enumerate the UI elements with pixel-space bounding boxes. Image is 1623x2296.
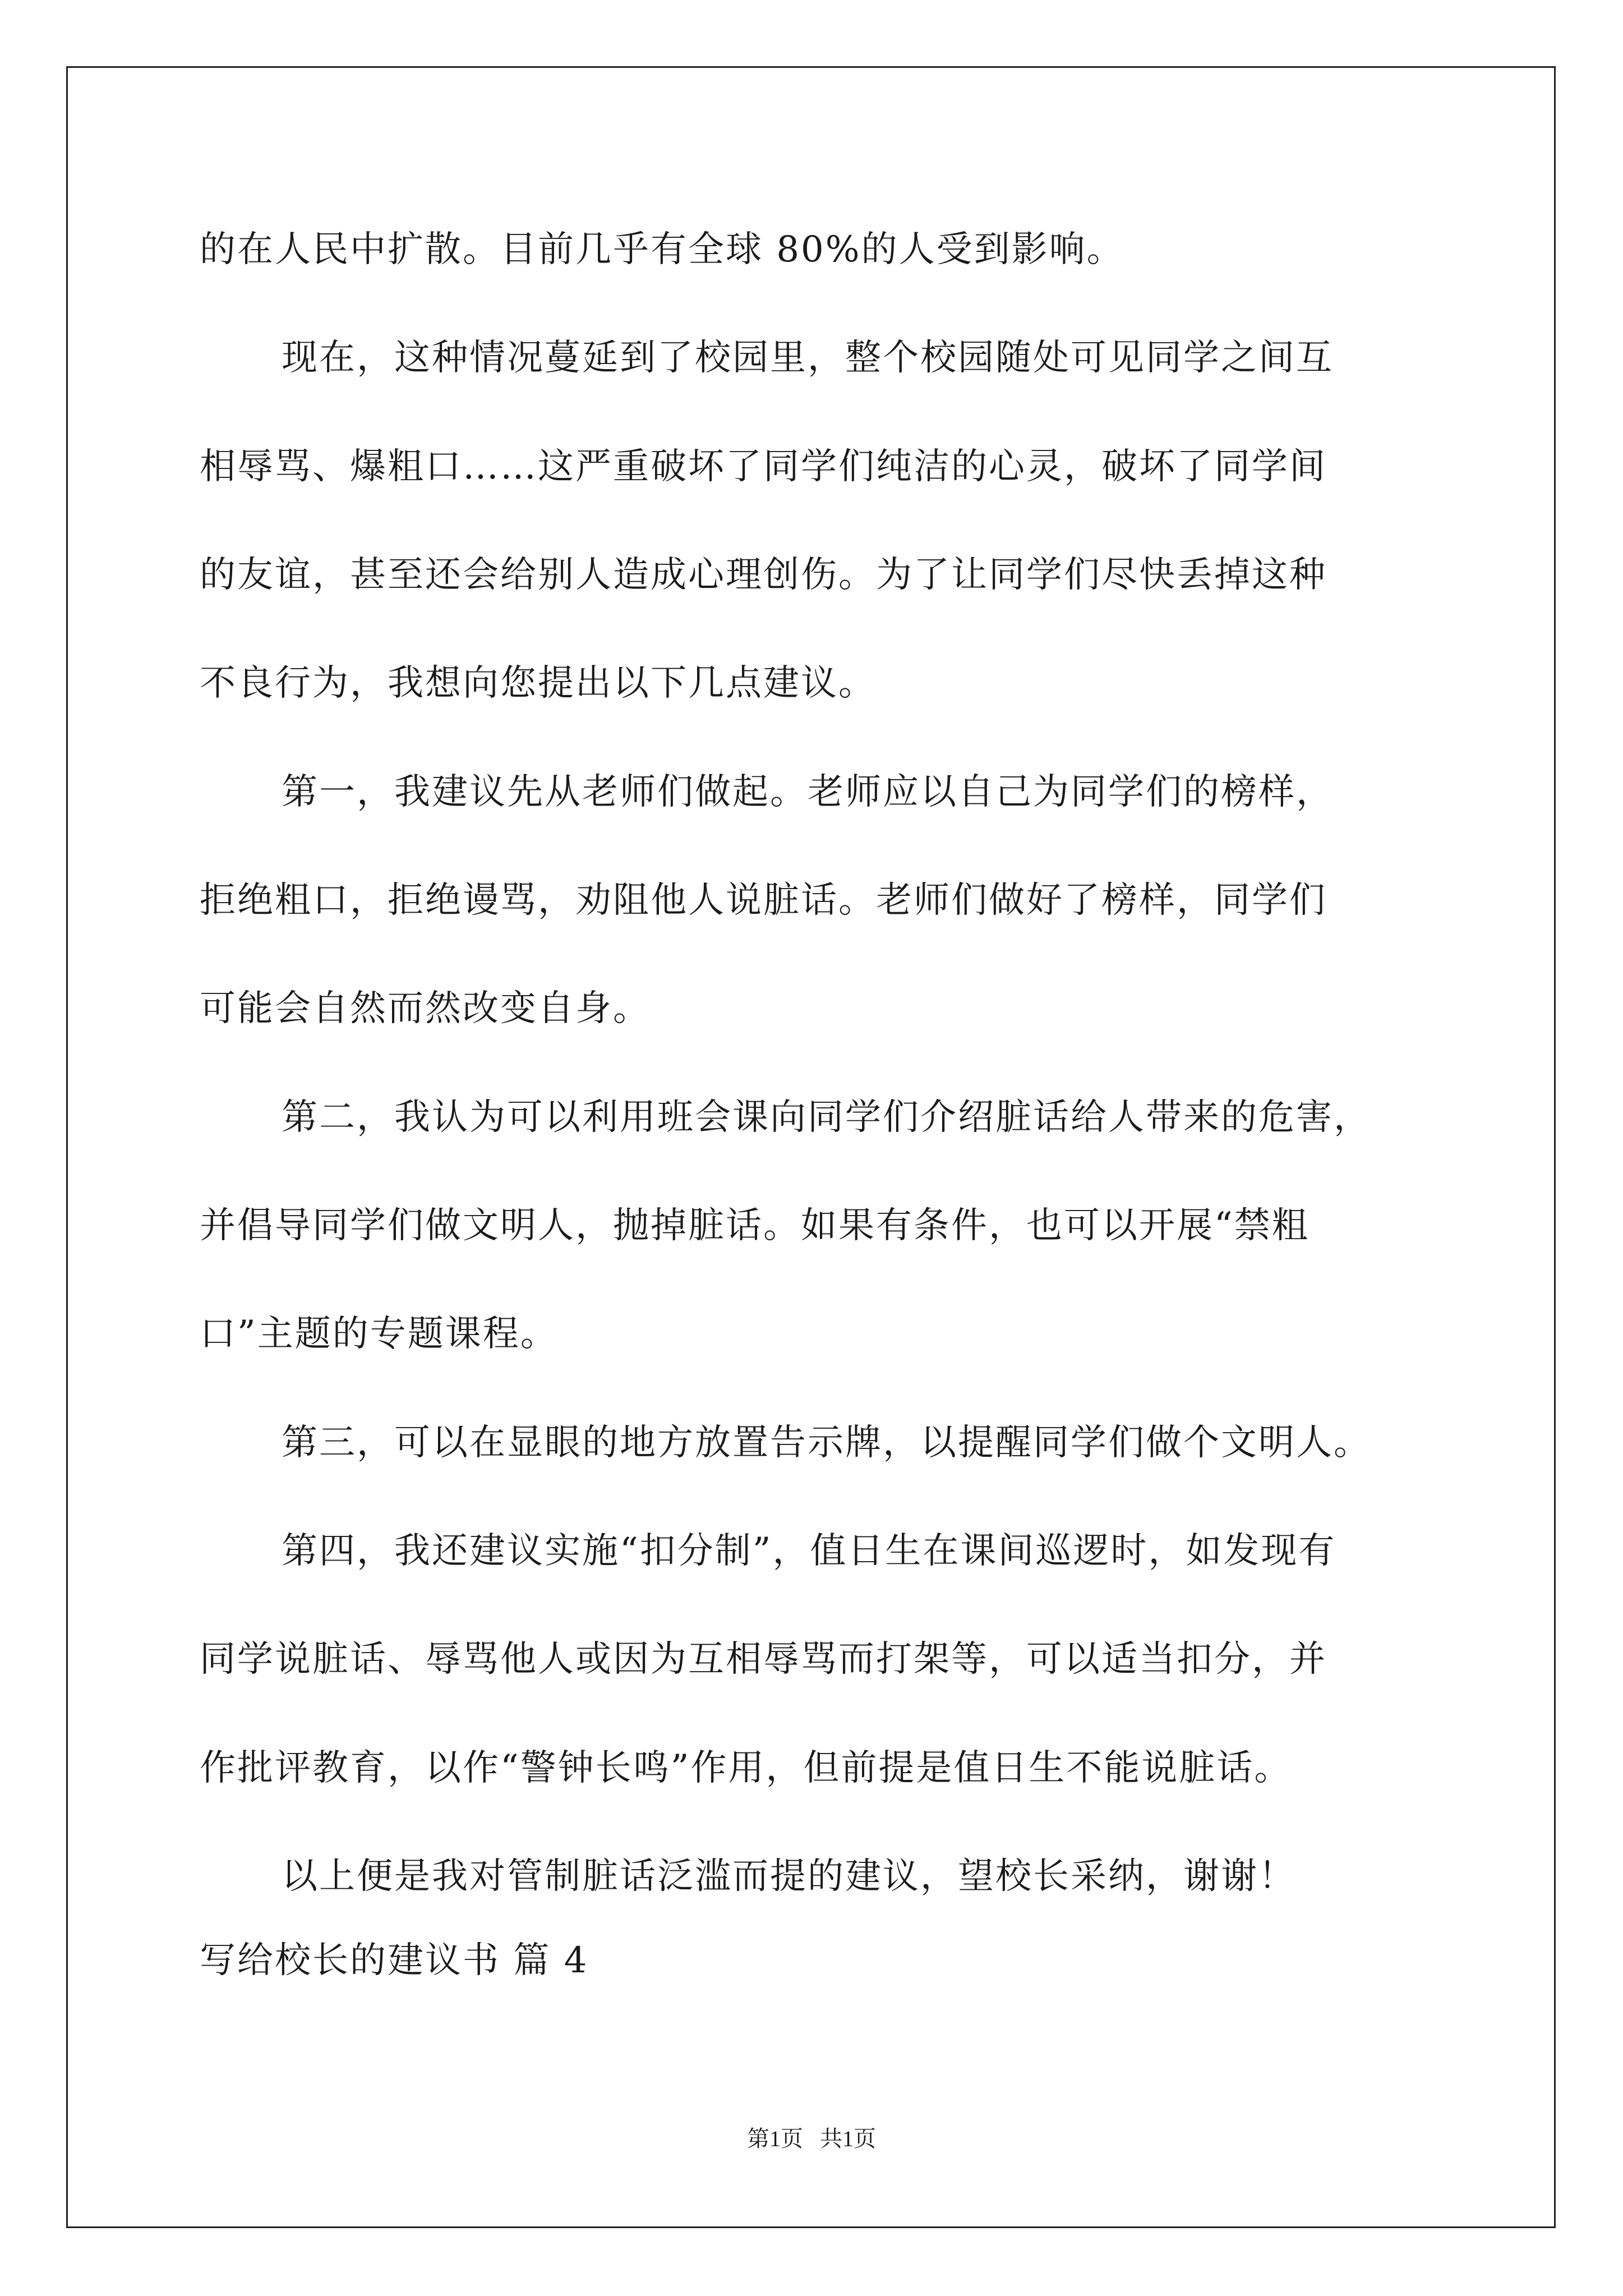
paragraph-line: 不良行为，我想向您提出以下几点建议。 (200, 662, 876, 704)
paragraph-line: 同学说脏话、辱骂他人或因为互相辱骂而打架等，可以适当扣分，并 (200, 1639, 1327, 1680)
paragraph-line: 并倡导同学们做文明人，抛掉脏话。如果有条件，也可以开展“禁粗 (200, 1205, 1310, 1246)
paragraph-line: 相辱骂、爆粗口……这严重破坏了同学们纯洁的心灵，破坏了同学间 (200, 446, 1327, 487)
paragraph-line: 可能会自然而然改变自身。 (200, 988, 651, 1029)
paragraph-line: 现在，这种情况蔓延到了校园里，整个校园随处可见同学之间互 (282, 337, 1334, 379)
paragraph-line: 以上便是我对管制脏话泛滥而提的建议，望校长采纳，谢谢！ (282, 1856, 1296, 1897)
page-border (66, 66, 1556, 2228)
paragraph-line: 的在人民中扩散。目前几乎有全球 80%的人受到影响。 (200, 229, 1124, 270)
paragraph-line: 拒绝粗口，拒绝谩骂，劝阻他人说脏话。老师们做好了榜样，同学们 (200, 880, 1327, 921)
page-footer: 第1页 共1页 (747, 2126, 876, 2151)
paragraph-line: 的友谊，甚至还会给别人造成心理创伤。为了让同学们尽快丢掉这种 (200, 554, 1327, 596)
section-heading: 写给校长的建议书 篇 4 (200, 1940, 589, 1981)
paragraph-line: 第一，我建议先从老师们做起。老师应以自己为同学们的榜样， (282, 771, 1334, 813)
paragraph-line: 第三，可以在显眼的地方放置告示牌，以提醒同学们做个文明人。 (282, 1422, 1371, 1464)
paragraph-line: 口”主题的专题课程。 (200, 1313, 558, 1355)
paragraph-line: 第二，我认为可以利用班会课向同学们介绍脏话给人带来的危害， (282, 1097, 1371, 1138)
paragraph-line: 第四，我还建议实施“扣分制”，值日生在课间巡逻时，如发现有 (282, 1530, 1336, 1572)
paragraph-line: 作批评教育，以作“警钟长鸣”作用，但前提是值日生不能说脏话。 (200, 1747, 1292, 1789)
